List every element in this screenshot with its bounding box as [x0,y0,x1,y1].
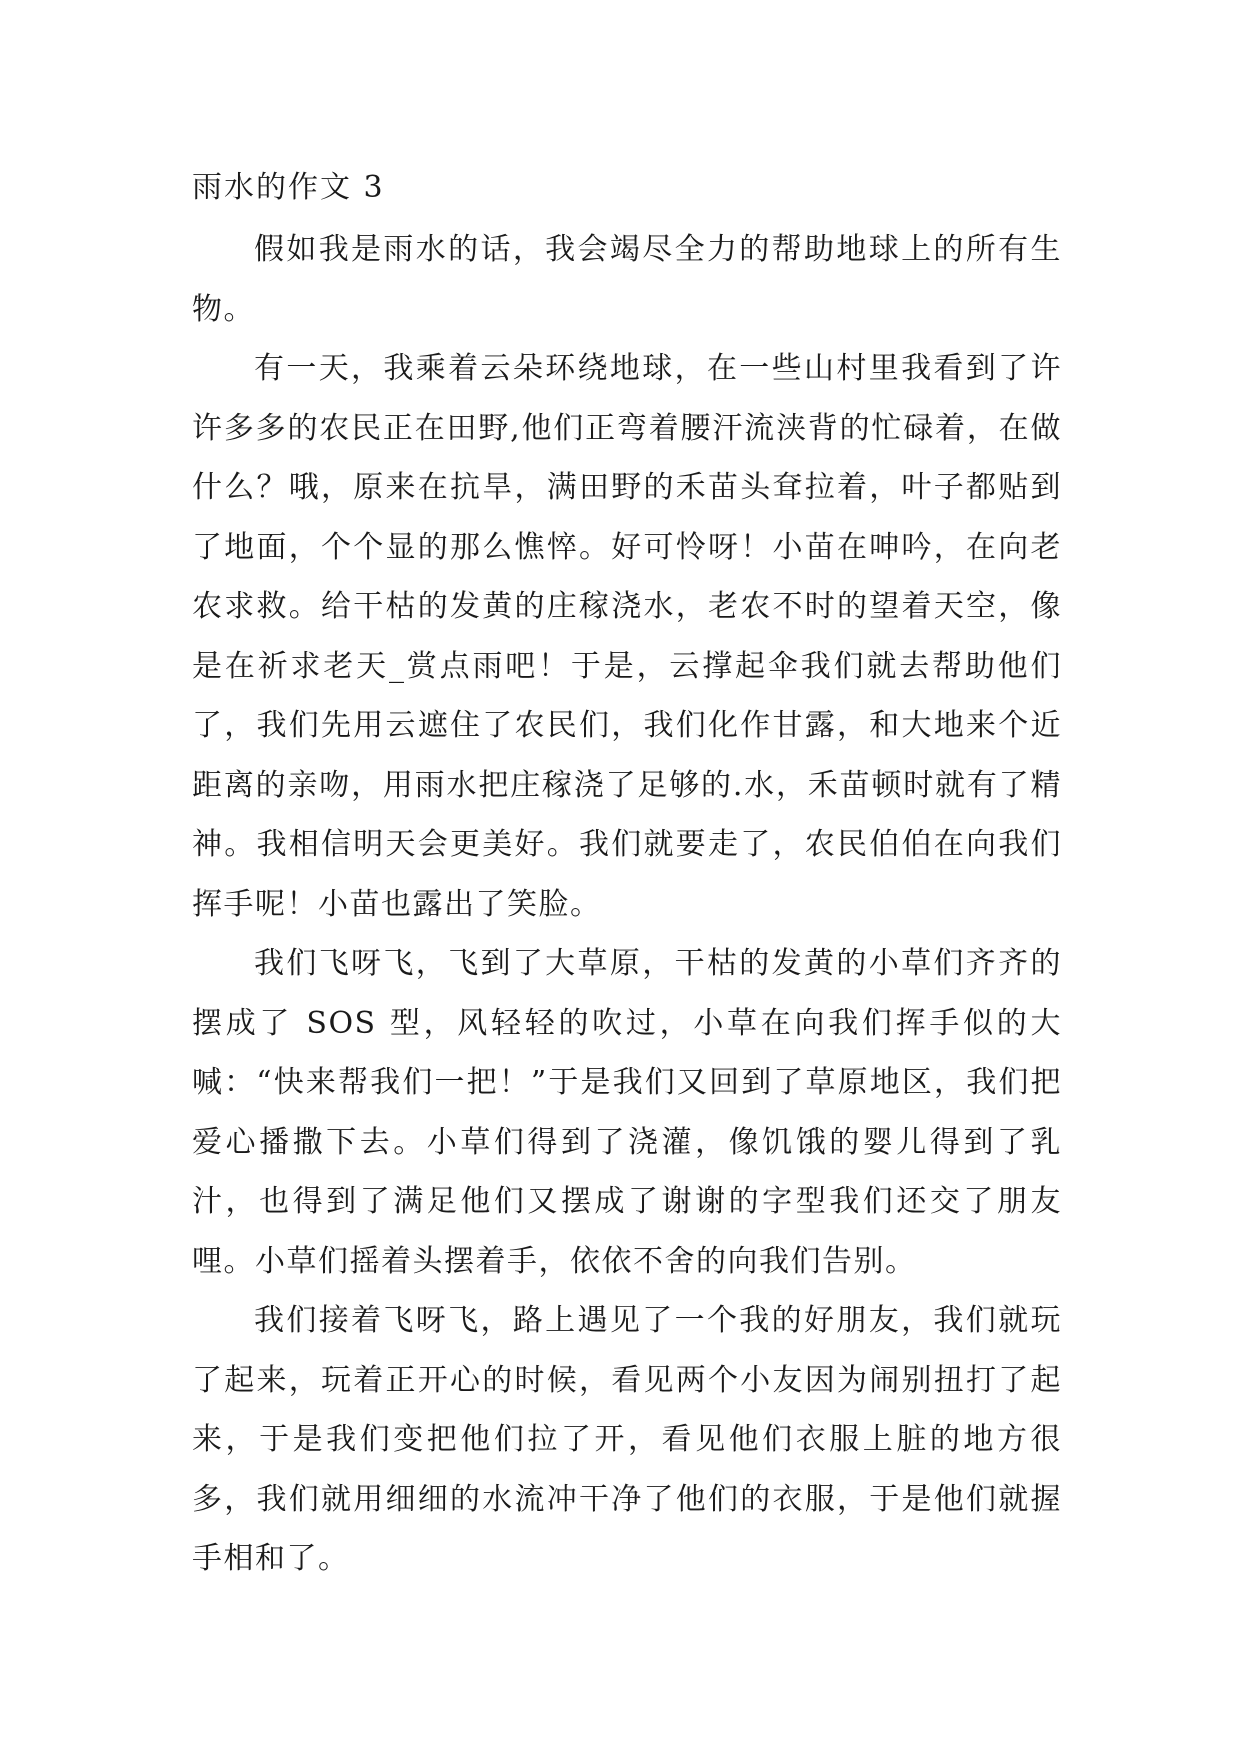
paragraph-3: 我们飞呀飞，飞到了大草原，干枯的发黄的小草们齐齐的摆成了 SOS 型，风轻轻的吹过，小草在向我们挥手似的大喊：“快来帮我们一把！”于是我们又回到了草原地区，我们把爱心播撒下去。小草们得到了浇灌，像饥饿的婴儿得到了乳汁，也得到了满足他们又摆成了谢谢的字型我们还交了朋友哩。小草们摇着头摆着手，依依不舍的向我们告别。 [192,946,1062,1279]
paragraph-2: 有一天，我乘着云朵环绕地球，在一些山村里我看到了许许多多的农民正在田野,他们正弯着腰汗流浃背的忙碌着，在做什么？哦，原来在抗旱，满田野的禾苗头耷拉着，叶子都贴到了地面，个个显的那么憔悴。好可怜呀！小苗在呻吟，在向老农求救。给干枯的发黄的庄稼浇水，老农不时的望着天空，像是在祈求老天_赏点雨吧！于是，云撑起伞我们就去帮助他们了，我们先用云遮住了农民们，我们化作甘露，和大地来个近距离的亲吻，用雨水把庄稼浇了足够的.水，禾苗顿时就有了精神。我相信明天会更美好。我们就要走了，农民伯伯在向我们挥手呢！小苗也露出了笑脸。 [192,351,1062,922]
document-page [192,168,1062,1589]
paragraph-1: 假如我是雨水的话，我会竭尽全力的帮助地球上的所有生物。 [192,232,1062,327]
paragraph-4: 我们接着飞呀飞，路上遇见了一个我的好朋友，我们就玩了起来，玩着正开心的时候，看见两个小友因为闹别扭打了起来，于是我们变把他们拉了开，看见他们衣服上脏的地方很多，我们就用细细的水流冲干净了他们的衣服，于是他们就握手相和了。 [192,1303,1062,1576]
essay-title: 雨水的作文 3 [192,170,385,205]
